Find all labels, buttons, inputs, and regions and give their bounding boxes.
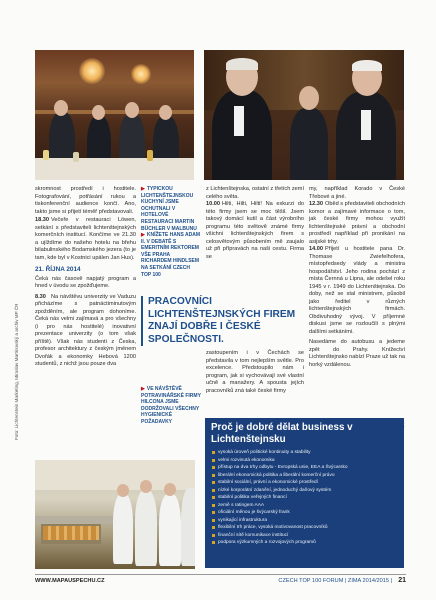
- article-column-1: [35, 186, 136, 369]
- pull-quote: PRACOVNÍCI LICHTENŠTEJNSKÝCH FIREM ZNAJÍ DOBŘE I ČESKÉ SPOLEČNOSTI.: [141, 296, 297, 346]
- paragraph: zastoupením i v Čechách se představila v tom nejlepším světle. Pro excelence. Předstoupilo nám i program, jak si vychovávají své vlastní učně a manažery. A spousta jejích pracovníků zná také české firmy: [206, 350, 304, 394]
- website-link[interactable]: WWW.MAPAUSPECHU.CZ: [35, 578, 105, 584]
- entry-time: 8.30: [35, 293, 46, 300]
- list-item: přístup na dva trhy odbytu - Evropská unie, EEA a Švýcarsko: [211, 464, 398, 472]
- list-item: vynikající infrastruktura: [211, 517, 398, 525]
- photo-caption: ▶ TYPICKOU LICHTENŠTEJNSKOU KUCHYNÍ JSME OCHUTNALI V HOTELOVÉ RESTAURACI MARTIN BÜCHLER V MALBUNU: [141, 186, 197, 232]
- list-item: oficiální měnou je švýcarský frank: [211, 509, 398, 517]
- schedule-entry: [206, 201, 304, 261]
- entry-time: 18.30: [35, 217, 49, 223]
- photo-caption: ▶ VE NÁVŠTĚVĚ POTRAVINÁŘSKÉ FIRMY HILCONA JSME DODRŽOVALI VŠECHNY HYGIENICKÉ POŽADAVKY: [141, 386, 201, 425]
- day-heading: 21. ŘÍJNA 2014: [35, 266, 81, 273]
- prince-photo: [204, 50, 404, 180]
- person-figure: [290, 108, 328, 180]
- dinner-photo: [35, 50, 194, 180]
- list-item: stabilní politika veřejných financí: [211, 494, 398, 502]
- paragraph: Nasedáme do autobusu a jedeme zpět do Prahy. Knížectví Lichtenštejnsko nabízí Praze už tak na horký vzdálenou.: [309, 339, 405, 368]
- list-item: stabilní sociální, právní a ekonomické prostředí: [211, 479, 398, 487]
- paragraph: Čeká nás časově napjatý program a hned v úvodu se zpožďujeme.: [35, 275, 136, 289]
- box-title: Proč je dobré dělat business v Lichtenštejnsku: [211, 422, 353, 445]
- entry-text: Oběd s představiteli obchodních komor a zajímavé informace o tom, jak české firmy mohou využít lichtenštejnské právní a obchodní prostředí například při pronikání na asijské trhy.: [309, 201, 405, 245]
- page-footer: [35, 577, 406, 587]
- photo-caption: ▶ KNÍŽETE HANS ADAM II. V DEBATĚ S EMERITNÍM REKTOREM VŠE PRAHA RICHARDEM HINDLSEM NA SETKÁNÍ CZECH TOP 100: [141, 232, 201, 278]
- factory-photo: [35, 460, 195, 569]
- lamp-glow: [79, 58, 105, 84]
- list-item: flexibilní trh práce, vysoká motivovanost pracovníků: [211, 524, 398, 532]
- page-number: 21: [398, 577, 406, 584]
- photo-credit: Foto: Lichtenstein Marketing, Miroslav Martinovský a archiv MP ČR: [14, 303, 19, 440]
- list-item: nízké korporátní zdanění, jednoduchý daňový systém: [211, 487, 398, 495]
- paragraph: skromnost prostředí i hostitele. Fotografování, potřásání rukou a tiskonferenční audience končí. Ano, takto jsme si přijetí téměř představovali.: [35, 186, 136, 215]
- person-figure: [113, 494, 133, 564]
- footer-rule: [35, 574, 406, 575]
- reasons-list: [211, 449, 398, 547]
- entry-time: 10.00: [206, 201, 220, 207]
- list-item: finanční sítě komunikace institucí: [211, 532, 398, 540]
- issue-label: CZECH TOP 100 FORUM | ZIMA 2014/2015 |: [278, 578, 392, 584]
- article-column-4: [309, 186, 405, 369]
- why-business-box: [205, 418, 404, 568]
- person-figure: [135, 490, 157, 566]
- entry-text: Přijetí u hostitele pana Dr. Thomase Zwiefelhofera, místopředsedy vlády a ministra hospodářství. Jeho rodina pochází z místa Černná u Lipna, ale odešel roku 1945 v r. 1949 do Lichtenštejnska. Do doby, než se stal ministrem, působil jako ředitel v různých lichtenštejnských firmách. Obdivuhodný vývoj. V příjemné diskusi jsme se rozloučili s plnými dalšími setkáními.: [309, 246, 405, 335]
- list-item: podpora výzkumných a rozvojových programů: [211, 539, 398, 547]
- production-line: [43, 526, 99, 540]
- schedule-entry: [35, 217, 136, 262]
- person-figure: [181, 488, 195, 566]
- schedule-entry: [309, 246, 405, 336]
- entry-text: Večeře v restauraci Löwen, setkání s představiteli lichtenštejnských komerčních institucí. Končíme ve 21.30 a ujíždíme do našeho hotelu na břehu bilabulinského Bodamského jezera (to je tam, kde byl v Kostnici upálen Jan Hus).: [35, 217, 136, 261]
- schedule-entry: [35, 294, 136, 369]
- list-item: vysoká úroveň politické kontinuity a stability: [211, 449, 398, 457]
- lamp-glow: [131, 64, 151, 84]
- article-column-3-continued: [206, 350, 304, 395]
- entry-time: 14.00: [309, 246, 323, 252]
- list-item: země s ratingem AAA: [211, 502, 398, 510]
- entry-time: 12.30: [309, 201, 323, 207]
- table: [35, 158, 194, 180]
- paragraph: my, například Korado v České Třebové a jiné.: [309, 186, 405, 200]
- list-item: velmi rozvinutá ekonomika: [211, 457, 398, 465]
- person-figure: [159, 494, 181, 566]
- entry-text: Hilti, Hilti, Hilti! Na exkurzi do této firmy jsem se moc těšil. Jsem takový domácí kutil a část výrobního programu této světově známé firmy všichni lichtenštejnských firem s celosvětovým působením mě zaujalo už při přípravách na naši cestu. Firma se: [206, 201, 304, 260]
- paragraph: z Lichtenštejnska, ostatní z třetích zemí celého světa.: [206, 186, 304, 200]
- schedule-entry: [309, 201, 405, 246]
- list-item: liberální ekonomická politika a liberální komerční právo: [211, 472, 398, 480]
- entry-text: Na návštěvu univerzity ve Vaduzu přicházíme s patnáctiminutovým zpožděním, ale program dohoníme. Čeká nás velmi zajímavá a pro všechny (i pro nás hostitelé) inovativní prezentace univerzity (o tom však příště). Však nás studenti z Česka, profesor architektury z českým jménem Dvořák a ekonomky Hebová 1200 studentů, z nichž jsou pouze dva: [35, 293, 136, 367]
- article-column-3: [206, 186, 304, 261]
